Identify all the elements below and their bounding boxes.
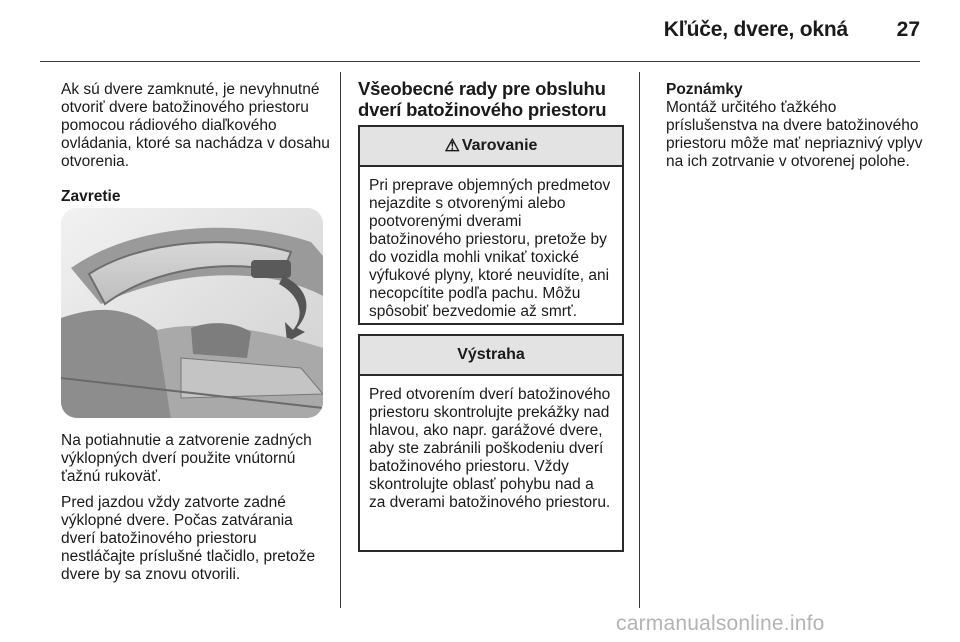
running-header-title: Kľúče, dvere, okná <box>663 18 848 41</box>
warning-text: Pri preprave objemných predmetov nejazdite s otvorenými alebo pootvorenými dverami batožinového priestoru, pretože by do vozidla mohli vnikať toxické výfukové plyny, ktoré neuvidíte, ani necopcítite podľa pachu. Môžu spôsobiť bezvedomie až smrť. <box>369 177 611 320</box>
page-number: 27 <box>896 18 920 41</box>
column-divider-left <box>340 72 341 608</box>
note-paragraph: Montáž určitého ťažkého príslušenstva na dvere batožinového priestoru môže mať nepriaznivý vplyv na ich zotrvanie v otvorenej polohe. <box>666 99 923 170</box>
warning-box <box>358 125 624 325</box>
paragraph-handle: Na potiahnutie a zatvorenie zadných výklopných dverí použite vnútornú ťažnú rukoväť. <box>61 432 312 485</box>
intro-paragraph: Ak sú dvere zamknuté, je nevyhnutné otvoriť dvere batožinového priestoru pomocou rádiového diaľkového ovládania, ktoré sa nachádza v dosahu otvorenia. <box>61 81 330 170</box>
column-left <box>61 81 331 206</box>
section-heading: Všeobecné rady pre obsluhu dverí batožinového priestoru <box>358 78 607 120</box>
column-right <box>666 81 928 171</box>
column-divider-right <box>639 72 640 608</box>
column-left-lower <box>61 432 331 584</box>
paragraph-before-driving: Pred jazdou vždy zatvorte zadné výklopné dvere. Počas zatvárania dverí batožinového priestoru nestláčajte príslušné tlačidlo, pretože dvere by sa znovu otvorili. <box>61 494 316 583</box>
note-heading: Poznámky <box>666 81 743 98</box>
closing-subheading: Zavretie <box>61 188 121 205</box>
tailgate-illustration <box>61 208 323 418</box>
warning-box-header <box>360 127 622 167</box>
warning-title: Varovanie <box>461 137 538 154</box>
caution-box-header <box>360 336 622 376</box>
header-rule <box>40 61 920 62</box>
caution-box <box>358 334 624 552</box>
caution-title: Výstraha <box>457 346 525 363</box>
warning-triangle-icon: ⚠ <box>444 136 460 155</box>
watermark: carmanualsonline.info <box>616 612 825 635</box>
caution-text: Pred otvorením dverí batožinového priestoru skontrolujte prekážky nad hlavou, ako napr. garážové dvere, aby ste zabránili poškodeniu dverí batožinového priestoru. Vždy skontrolujte oblasť pohybu nad a za dverami batožinového priestoru. <box>369 386 611 511</box>
